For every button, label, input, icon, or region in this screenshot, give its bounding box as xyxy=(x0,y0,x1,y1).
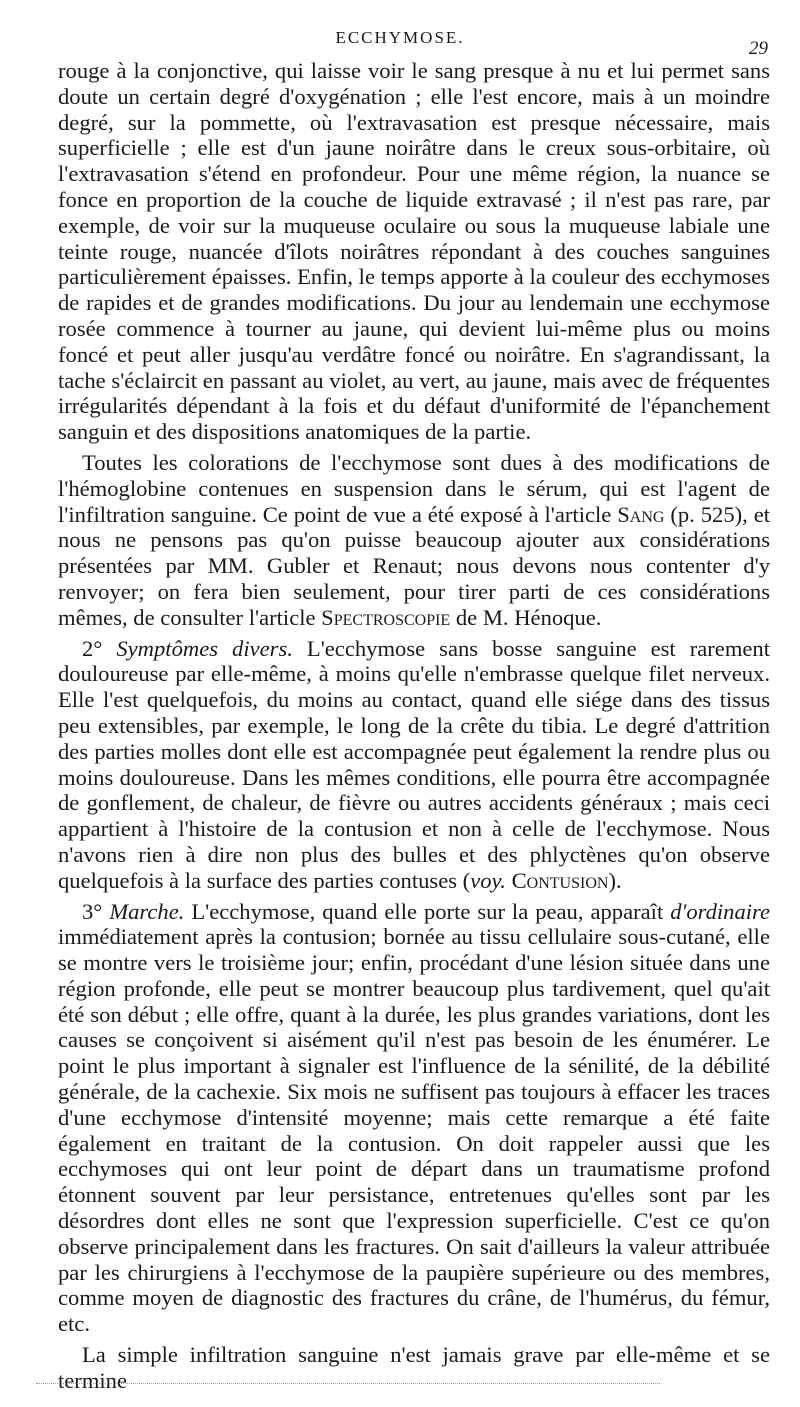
paragraph-text: immédiatement après la contusion; bornée au tissu cellulaire sous-cutané, elle se montre vers le troisième jour; enfin, procédant d'une lésion située dans une région profonde, elle peut se montrer beaucoup plus tardivement, quel qu'ait été son début ; elle offre, quant à la durée, les plus grandes variations, dont les causes se conçoivent si aisément qu'il n'est pas besoin de les énumérer. Le point le plus important à signaler est l'influence de la sénilité, de la débilité générale, de la cachexie. Six mois ne suffisent pas toujours à effacer les traces d'une ecchymose d'intensité moyenne; mais cette remarque a été faite également en traitant de la contusion. On doit rappeler aussi que les ecchymoses qui ont leur point de départ dans un traumatisme profond étonnent souvent par leur persistance, entretenues qu'elles sont par les désordres dont elles ne sont que l'expression superficielle. C'est ce qu'on observe principalement dans les fractures. On sait d'ailleurs la valeur attribuée par les chirurgiens à l'ecchymose de la paupière supérieure ou des membres, comme moyen de diagnostic des fractures du crâne, de l'humérus, du fémur, etc. xyxy=(58,924,770,1337)
section-number: 3° xyxy=(82,898,103,924)
paragraph-final xyxy=(58,1342,770,1394)
paragraph-continuation xyxy=(58,58,770,445)
cross-reference-sang: Sang xyxy=(617,501,665,527)
body-text xyxy=(58,58,770,1394)
paragraph-text: La simple infiltration sanguine n'est jamais grave par elle-même et se termine xyxy=(58,1342,770,1393)
section-marche xyxy=(58,899,770,1338)
paragraph-text: Toutes les colorations de l'ecchymose sont dues à des modifications de l'hémoglobine contenues en suspension dans le sérum, qui est l'agent de l'infiltration sanguine. Ce point de vue a été exposé à l'article xyxy=(58,449,770,527)
cross-reference-contusion: Contusion xyxy=(511,867,609,893)
section-number: 2° xyxy=(82,635,103,661)
section-heading: Symptômes divers. xyxy=(116,635,293,661)
paragraph-text: rouge à la conjonctive, qui laisse voir le sang presque à nu et lui permet sans doute un certain degré d'oxygénation ; elle l'est encore, mais à un moindre degré, sur la pommette, où l'extravasation est presque nécessaire, mais superficielle ; elle est d'un jaune noirâtre dans le creux sous-orbitaire, où l'extravasation s'étend en profondeur. Pour une même région, la nuance se fonce en proportion de la couche de liquide extravasé ; il n'est pas rare, par exemple, de voir sur la muqueuse oculaire ou sous la muqueuse labiale une teinte rouge, nuancée d'îlots noirâtres répondant à des couches sanguines particulièrement épaisses. Enfin, le temps apporte à la couleur des ecchymoses de rapides et de grandes modifications. Du jour au lendemain une ecchymose rosée commence à tourner au jaune, qui devient lui-même plus ou moins foncé et peut aller jusqu'au verdâtre foncé ou noirâtre. En s'agrandissant, la tache s'éclaircit en passant au violet, au vert, au jaune, mais avec de fréquentes irrégularités dépendant à la fois et du défaut d'uniformité de l'épanchement sanguin et des dispositions anatomiques de la partie. xyxy=(58,58,770,445)
running-title: ECCHYMOSE. xyxy=(335,28,465,47)
page-number: 29 xyxy=(749,38,768,59)
paragraph-text: de M. Hénoque. xyxy=(450,604,602,630)
paragraph-text: L'ecchymose, quand elle porte sur la peau, apparaît xyxy=(184,898,671,924)
emphasis-text: d'ordinaire xyxy=(670,898,770,924)
paragraph-text: ). xyxy=(608,867,622,893)
cross-reference-spectroscopie: Spectroscopie xyxy=(321,604,451,630)
section-symptomes xyxy=(58,636,770,894)
paragraph-text: L'ecchymose sans bosse sanguine est rarement douloureuse par elle-même, à moins qu'elle n'embrasse quelque filet nerveux. Elle l'est quelquefois, du moins au contact, quand elle siége dans des tissus peu extensibles, par exemple, le long de la crête du tibia. Le degré d'attrition des parties molles dont elle est accompagnée peut également la rendre plus ou moins douloureuse. Dans les mêmes conditions, elle pourra être accompagnée de gonflement, de chaleur, de fièvre ou autres accidents généraux ; mais ceci appartient à l'histoire de la contusion et non à celle de l'ecchymose. Nous n'avons rien à dire non plus des bulles et des phlyctènes qu'on observe quelquefois à la surface des parties contuses ( xyxy=(58,635,770,893)
running-head xyxy=(0,28,800,58)
paragraph-text: (p. 525), et nous ne pensons pas qu'on puisse beaucoup ajouter aux considérations présentées par MM. Gubler et Renaut; nous devons nous contenter d'y renvoyer; on fera bien seulement, pour tirer parti de ces considérations mêmes, de consulter l'article xyxy=(58,501,770,630)
section-heading: Marche. xyxy=(109,898,185,924)
footer-dotted-rule xyxy=(36,1383,660,1384)
voy-abbreviation: voy. xyxy=(470,867,506,893)
paragraph-colorations xyxy=(58,450,770,631)
